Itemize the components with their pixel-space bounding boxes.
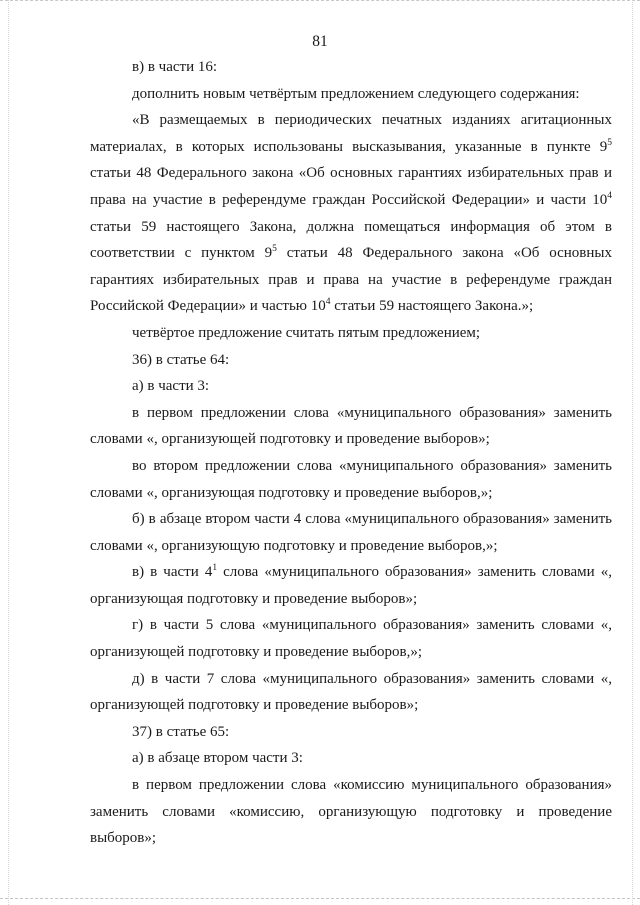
scan-edge-top — [0, 0, 640, 1]
superscript: 4 — [607, 190, 612, 201]
text-run: слова «муниципального образования» заменить словами «, организующая подготовку и проведение выборов»; — [90, 564, 613, 607]
paragraph-item-36: 36) в статье 64: — [132, 351, 230, 368]
paragraph-item-v-part-16: в) в части 16: — [132, 59, 218, 75]
superscript: 4 — [325, 297, 331, 308]
paragraph-item-a-part-3: а) в части 3: — [132, 378, 210, 395]
paragraph-item-b-part-4: б) в абзаце втором части 4 слова «муниципального образования» заменить словами «, организующую подготовку и проведение выборов,»; — [90, 511, 612, 554]
paragraph-first-sentence-commission: в первом предложении слова «комиссию муниципального образования» заменить словами «комиссию, организующую подготовку и проведение выборов»; — [90, 777, 612, 847]
scan-edge-left — [8, 0, 9, 905]
text-run: статьи 48 Федерального закона «Об основных гарантиях избирательных прав и права на участие в референдуме граждан Российской Федерации» и частью 10 — [90, 245, 612, 315]
superscript: 1 — [212, 563, 218, 574]
paragraph-item-37: 37) в статье 65: — [132, 723, 230, 740]
superscript: 5 — [272, 244, 277, 255]
paragraph-item-d-part-7: д) в части 7 слова «муниципального образования» заменить словами «, организующей подготовку и проведение выборов»; — [90, 670, 612, 714]
superscript: 5 — [607, 137, 612, 148]
paragraph-item-g-part-5: г) в части 5 слова «муниципального образования» заменить словами «, организующей подготовку и проведение выборов,»; — [90, 617, 612, 661]
paragraph-second-sentence: во втором предложении слова «муниципального образования» заменить словами «, организующая подготовку и проведение выборов,»; — [90, 457, 612, 501]
text-run: в) в части 4 — [132, 564, 213, 581]
document-body — [90, 54, 612, 852]
text-run: статьи 59 настоящего Закона.»; — [330, 298, 534, 315]
scan-edge-right — [632, 0, 633, 905]
paragraph-quoted-amendment — [90, 107, 612, 320]
paragraph-fourth-to-fifth: четвёртое предложение считать пятым предложением; — [132, 324, 481, 341]
text-run: статьи 59 настоящего Закона, должна помещаться информация об этом в соответствии с пунктом 9 — [90, 218, 612, 262]
paragraph-add-fourth-sentence: дополнить новым четвёртым предложением следующего содержания: — [132, 85, 580, 102]
paragraph-item-v-part-4-1 — [90, 559, 612, 612]
page-number: 81 — [312, 33, 328, 50]
text-run: «В размещаемых в периодических печатных изданиях агитационных материалах, в которых использованы высказывания, указанные в пункте 9 — [90, 112, 612, 155]
scan-edge-bottom — [0, 898, 640, 899]
paragraph-first-sentence: в первом предложении слова «муниципального образования» заменить словами «, организующей подготовку и проведение выборов»; — [90, 404, 612, 448]
paragraph-item-a-abzac-part-3: а) в абзаце втором части 3: — [132, 750, 303, 767]
text-run: статьи 48 Федерального закона «Об основных гарантиях избирательных прав и права на участие в референдуме граждан Российской Федерации» и части 10 — [90, 165, 612, 208]
